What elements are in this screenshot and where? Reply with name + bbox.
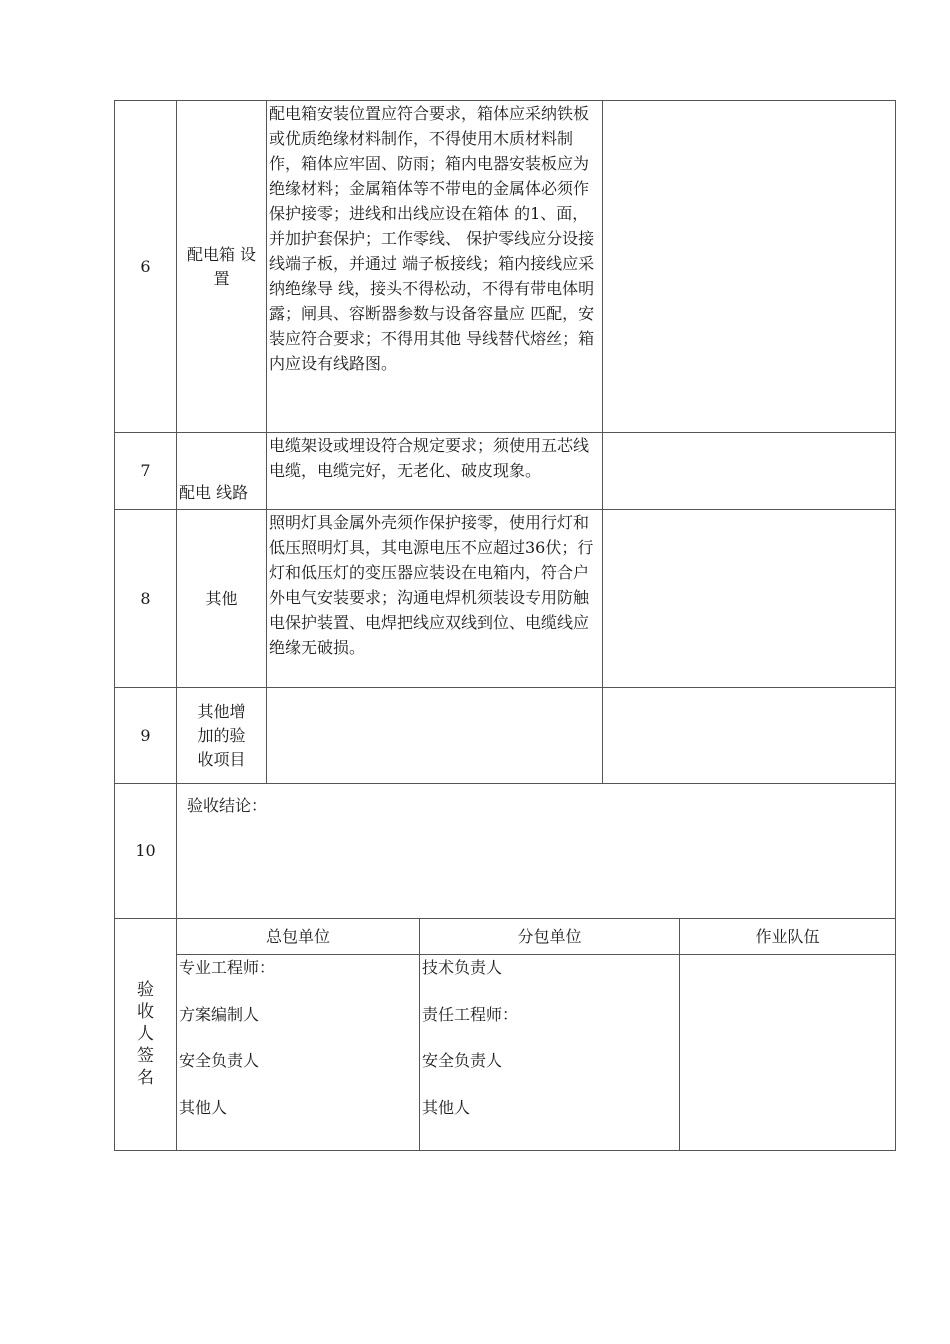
result-cell[interactable] [603,688,896,784]
result-cell[interactable] [603,510,896,688]
requirement-text: 照明灯具金属外壳须作保护接零，使用行灯和低压照明灯具，其电源电压不应超过36伏；行灯和低压灯的变压器应装设在电箱内，符合户外电气安装要求；沟通电焊机须装设专用防触电保护装置、电焊把线应双线到位、电缆线应绝缘无破损。 [269,513,594,657]
signer-role: 方案编制人 [179,1004,260,1024]
subcontractor-signatures[interactable] [420,955,680,1151]
header-subcontractor: 分包单位 [420,919,680,955]
item-name [177,688,267,784]
header-general-contractor: 总包单位 [177,919,420,955]
requirement-cell [267,510,603,688]
row-number: 9 [115,688,177,784]
result-cell[interactable] [603,101,896,433]
item-name: 配电 线路 [177,433,267,510]
work-team-signatures[interactable] [680,955,896,1151]
signer-role: 专业工程师： [179,958,276,977]
requirement-cell [267,101,603,433]
item-name: 其他 [177,510,267,688]
signature-body-row [115,955,896,1151]
requirement-cell[interactable] [267,688,603,784]
general-contractor-signatures[interactable] [177,955,420,1151]
signature-label-cell [115,919,177,1151]
row-number: 7 [115,433,177,510]
item-name-text: 其他增加的验收项目 [197,701,246,769]
signer-role: 其他人 [422,1097,471,1117]
row-number: 8 [115,510,177,688]
table-row [115,510,896,688]
requirement-text: 电缆架设或埋设符合规定要求；须使用五芯线电缆，电缆完好，无老化、破皮现象。 [269,436,590,480]
row-number: 10 [115,784,177,919]
requirement-cell [267,433,603,510]
item-name: 配电箱 设置 [177,101,267,433]
signature-label: 验收人签名 [137,980,154,1088]
signature-header-row [115,919,896,955]
signer-role: 安全负责人 [179,1051,260,1070]
conclusion-cell[interactable] [177,784,896,919]
row-number: 6 [115,101,177,433]
signer-role: 安全负责人 [422,1051,503,1070]
signer-role: 技术负责人 [422,958,503,977]
signer-role: 责任工程师： [422,1004,519,1024]
acceptance-table [114,100,896,1151]
table-row [115,101,896,433]
table-row [115,688,896,784]
signer-role: 其他人 [179,1097,228,1117]
result-cell[interactable] [603,433,896,510]
conclusion-label: 验收结论： [187,796,268,815]
requirement-text: 配电箱安装位置应符合要求，箱体应采纳铁板或优质绝缘材料制作，不得使用木质材料制作，箱体应牢固、防雨；箱内电器安装板应为绝缘材料；金属箱体等不带电的金属体必须作保护接零；进线和出线应设在箱体 的1、面，并加护套保护；工作零线、 保护零线应分设接线端子板，并通过 端子板接线；箱内接线应采纳绝缘导 线，接头不得松动，不得有带电体明 露；闸具、容断器参数与设备容量应 匹配，安装应符合要求；不得用其他 导线替代熔丝；箱内应设有线路图。 [269,104,595,373]
conclusion-row [115,784,896,919]
header-work-team: 作业队伍 [680,919,896,955]
table-row [115,433,896,510]
